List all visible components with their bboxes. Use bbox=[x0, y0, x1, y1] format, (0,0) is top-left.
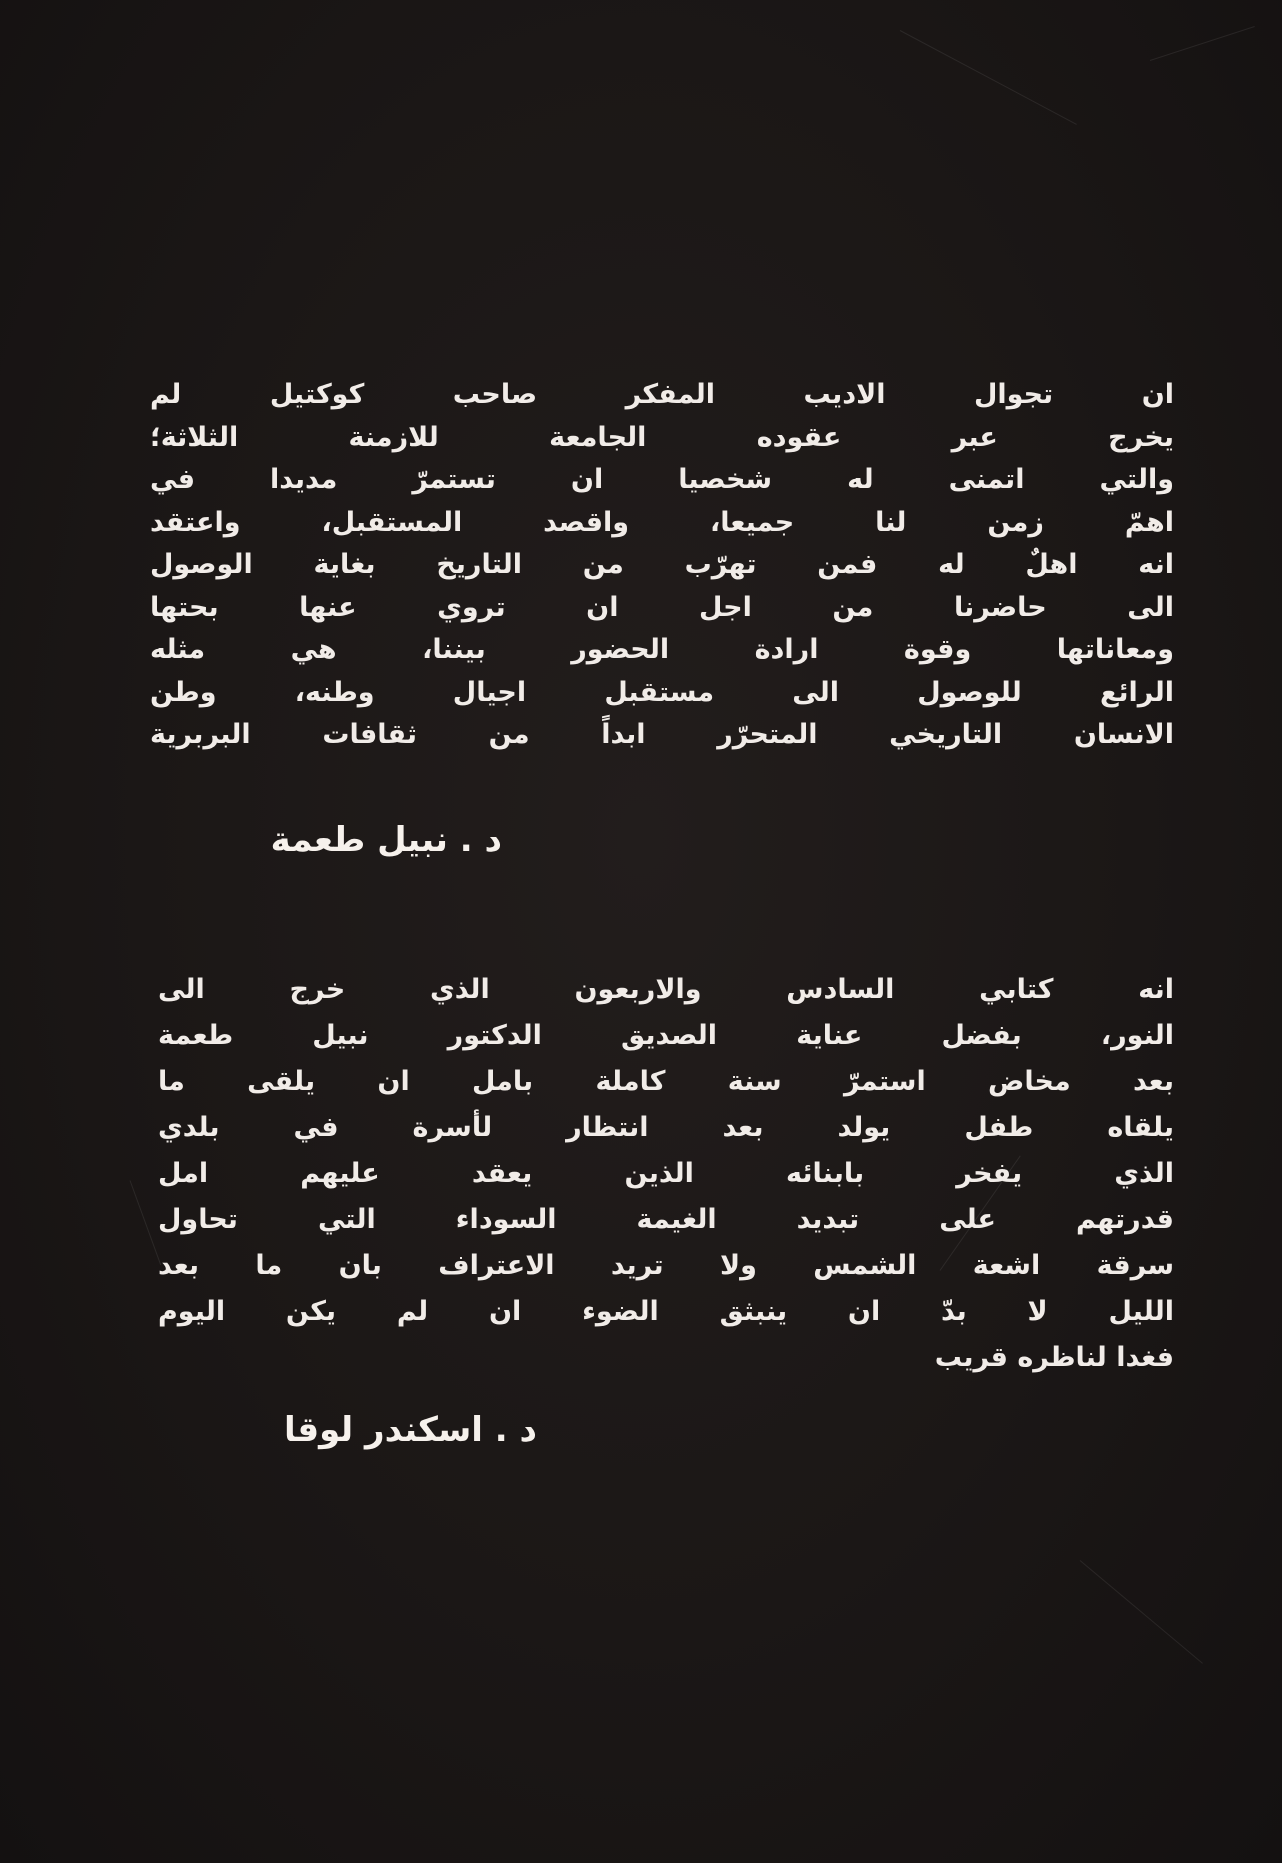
scratch-mark bbox=[1080, 1560, 1203, 1664]
passage-line: الانسان التاريخي المتحرّر ابداً من ثقافات البربرية bbox=[150, 719, 1174, 750]
passage-line: الذي يفخر بابنائه الذين يعقد عليهم امل bbox=[158, 1158, 1174, 1189]
passage-line: والتي اتمنى له شخصيا ان تستمرّ مديدا في bbox=[150, 464, 1174, 495]
signature-author-2: د . اسكندر لوقا bbox=[284, 1410, 537, 1450]
passage-line: الرائع للوصول الى مستقبل اجيال وطنه، وطن bbox=[150, 676, 1174, 708]
passage-line: بعد مخاض استمرّ سنة كاملة بامل ان يلقى ما bbox=[158, 1066, 1174, 1097]
signature-author-1: د . نبيل طعمة bbox=[270, 820, 502, 860]
passage-line: سرقة اشعة الشمس ولا تريد الاعتراف بان ما بعد bbox=[158, 1250, 1174, 1281]
scratch-mark bbox=[1150, 26, 1255, 61]
passage-line: الى حاضرنا من اجل ان تروي عنها بحتها bbox=[150, 591, 1174, 623]
passage-line: يخرج عبر عقوده الجامعة للازمنة الثلاثة؛ bbox=[150, 421, 1174, 453]
foreword-passage-2 bbox=[158, 967, 1174, 1381]
scratch-mark bbox=[130, 1180, 162, 1265]
passage-line: النور، بفضل عناية الصديق الدكتور نبيل طعمة bbox=[158, 1020, 1174, 1051]
passage-line: ان تجوال الاديب المفكر صاحب كوكتيل لم bbox=[150, 379, 1174, 410]
passage-line: اهمّ زمن لنا جميعا، واقصد المستقبل، واعتقد bbox=[150, 506, 1174, 538]
passage-line: الليل لا بدّ ان ينبثق الضوء ان لم يكن اليوم bbox=[158, 1296, 1174, 1327]
passage-line: قدرتهم على تبديد الغيمة السوداء التي تحاول bbox=[158, 1204, 1174, 1235]
passage-line: انه كتابي السادس والاربعون الذي خرج الى bbox=[158, 974, 1174, 1005]
scratch-mark bbox=[900, 30, 1077, 125]
passage-line: انه اهلٌ له فمن تهرّب من التاريخ بغاية الوصول bbox=[150, 549, 1174, 580]
foreword-passage-1 bbox=[150, 374, 1174, 757]
passage-line: يلقاه طفل يولد بعد انتظار لأسرة في بلدي bbox=[158, 1112, 1174, 1143]
passage-line: فغدا لناظره قريب bbox=[934, 1342, 1174, 1373]
passage-line: ومعاناتها وقوة ارادة الحضور بيننا، هي مثله bbox=[150, 634, 1174, 665]
